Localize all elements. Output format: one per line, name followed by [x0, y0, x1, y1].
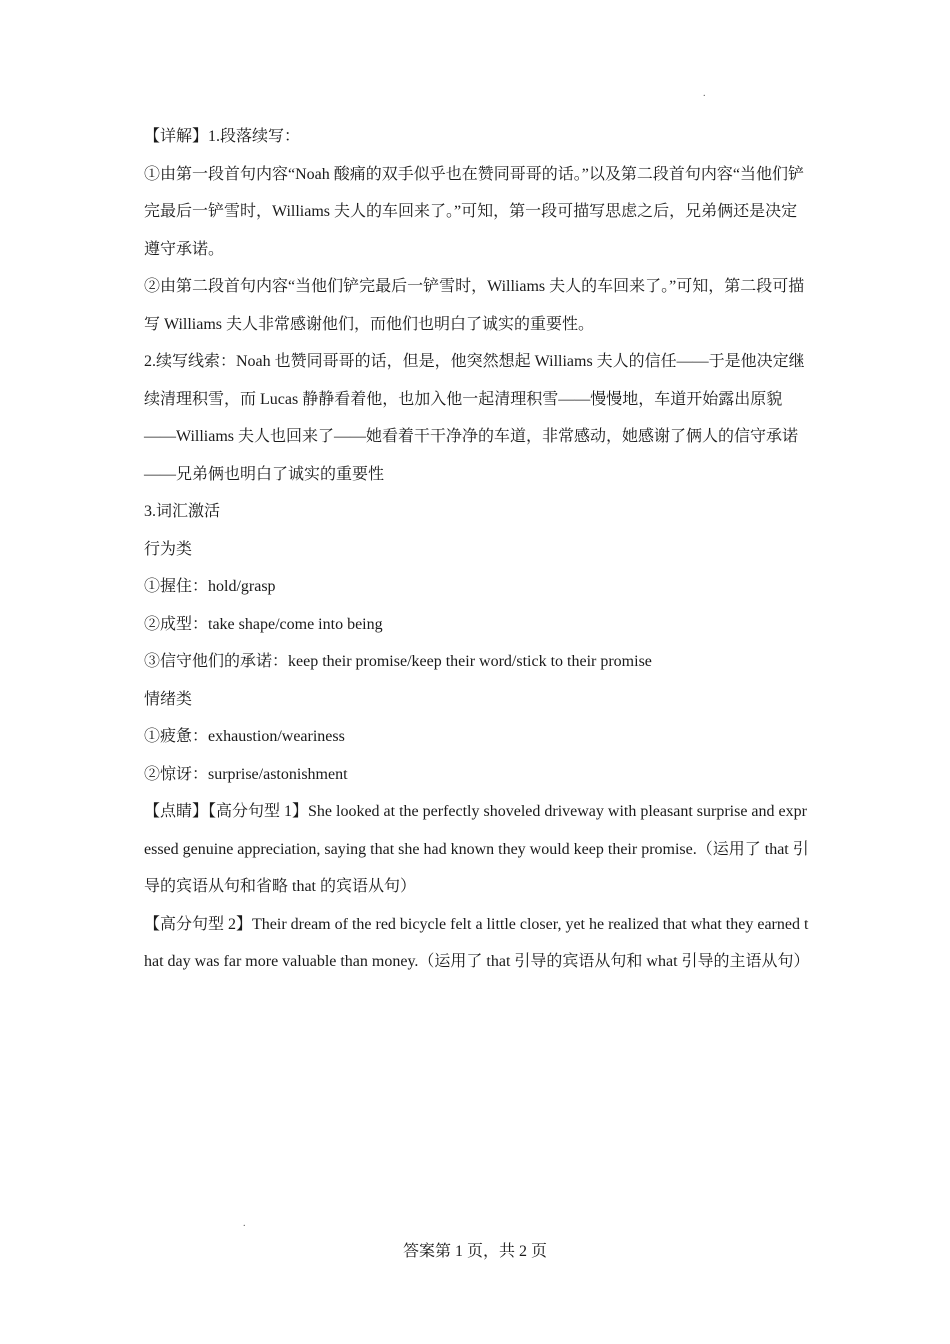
paragraph-1-guidance: ①由第一段首句内容“Noah 酸痛的双手似乎也在赞同哥哥的话。”以及第二段首句内容“当他们铲完最后一铲雪时，Williams 夫人的车回来了。”可知，第一段可描写思虑之后，兄弟俩还是决定遵守承诺。 — [144, 165, 804, 258]
vocab-item-keep-promise: ③信守他们的承诺：keep their promise/keep their word/stick to their promise — [144, 653, 652, 670]
answer-content — [144, 118, 810, 981]
vocab-item-exhaustion: ①疲惫：exhaustion/weariness — [144, 728, 345, 745]
vocab-item-hold: ①握住：hold/grasp — [144, 578, 276, 595]
plot-clues: 2.续写线索：Noah 也赞同哥哥的话，但是，他突然想起 Williams 夫人的信任——于是他决定继续清理积雪，而 Lucas 静静看着他，也加入他一起清理积雪——慢慢地，车道开始露出原貌——Williams 夫人也回来了——她看着干干净净的车道，非常感动，她感谢了俩人的信守承诺——兄弟俩也明白了诚实的重要性 — [144, 353, 805, 483]
action-category-heading: 行为类 — [144, 540, 193, 558]
highlight-sentence-2: 【高分句型 2】Their dream of the red bicycle felt a little closer, yet he realized that what they earned that day was far more valuable than money.（运用了 that 引导的宾语从句和 what 引导的主语从句） — [144, 915, 810, 970]
vocabulary-heading: 3.词汇激活 — [144, 503, 221, 520]
paragraph-2-guidance: ②由第二段首句内容“当他们铲完最后一铲雪时，Williams 夫人的车回来了。”可知，第二段可描写 Williams 夫人非常感谢他们，而他们也明白了诚实的重要性。 — [144, 278, 805, 333]
detail-heading: 【详解】1.段落续写： — [144, 128, 301, 145]
header-mark: . — [703, 88, 706, 99]
vocab-item-surprise: ②惊讶：surprise/astonishment — [144, 765, 348, 783]
emotion-category-heading: 情绪类 — [144, 690, 193, 708]
footer-mark: . — [243, 1218, 246, 1229]
highlight-sentence-1: 【点睛】【高分句型 1】She looked at the perfectly shoveled driveway with pleasant surprise and expressed genuine appreciation, saying that she had known they would keep their promise.（运用了 that 引导的宾语从句和省略 that 的宾语从句） — [144, 803, 809, 895]
page-footer: 答案第 1 页，共 2 页 — [402, 1243, 547, 1260]
vocab-item-take-shape: ②成型：take shape/come into being — [144, 615, 383, 633]
